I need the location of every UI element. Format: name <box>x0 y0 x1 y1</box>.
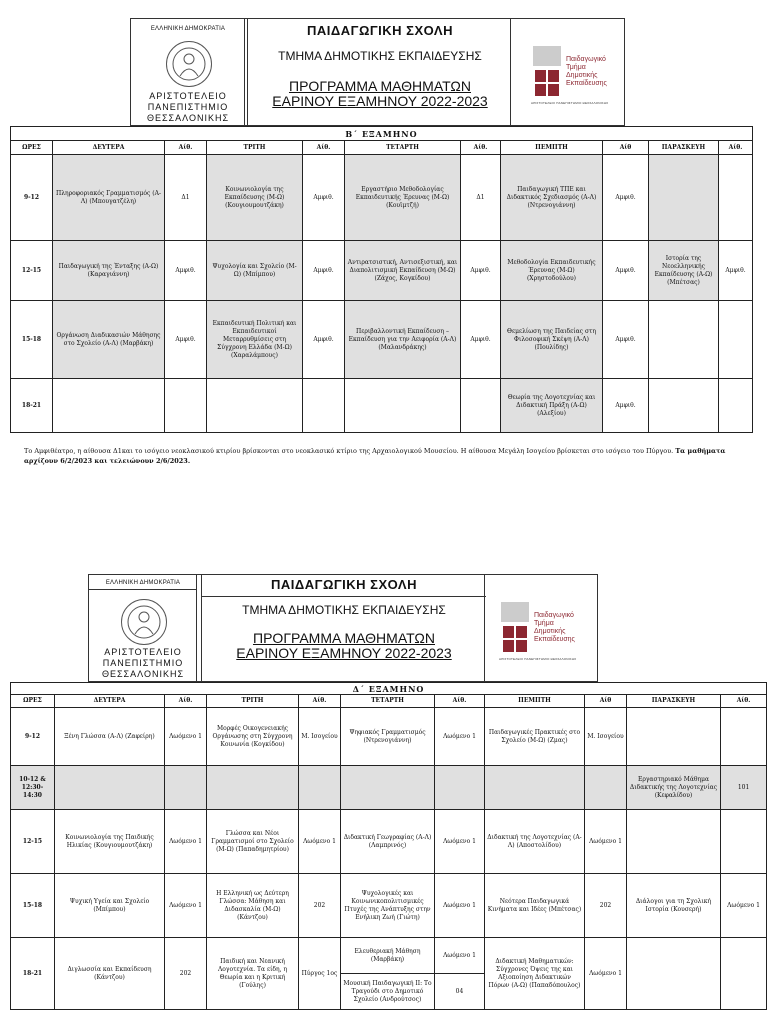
room-cell: Αμφιθ. <box>165 241 207 301</box>
course-cell: Εκπαιδευτική Πολιτική και Εκπαιδευτικοί Μεταρρυθμίσεις στη Σύγχρονη Ελλάδα (Μ-Ω) (Χαραλάμπους) <box>207 301 303 379</box>
table-row <box>11 155 753 241</box>
logo-line-2: Τμήμα <box>566 64 586 71</box>
course-cell: Ψυχική Υγεία και Σχολείο (Μπίμπου) <box>55 874 165 938</box>
course-cell: Θεμελίωση της Παιδείας στη Φιλοσοφική Σκέψη (Α-Λ) (Πουλίδης) <box>501 301 603 379</box>
col-wednesday: ΤΕΤΑΡΤΗ <box>341 695 435 708</box>
course-cell: Ψυχολογικές και Κοινωνικοπολιτισμικές Πτυχές της Ανάπτυξης στην Ενήλικη Ζωή (Γιώτη) <box>341 874 435 938</box>
table-row <box>11 766 767 810</box>
col-room: Αίθ. <box>721 695 767 708</box>
room-cell: Αμφιθ. <box>719 241 753 301</box>
course-cell: Διδακτική Μαθηματικών: Σύγχρονες Όψεις της και Αξιοποίηση Διδακτικών Πόρων (Α-Ω) (Παπαδόπουλος) <box>485 938 585 1010</box>
col-room: Αίθ. <box>435 695 485 708</box>
table-row <box>11 301 753 379</box>
program-title <box>202 631 486 662</box>
room-cell: Λωόμενο 1 <box>721 874 767 938</box>
semester-d-title: Δ΄ ΕΞΑΜΗΝΟ <box>11 683 767 695</box>
course-cell: Παιδαγωγικές Πρακτικές στο Σχολείο (Μ-Ω) (Ζμας) <box>485 708 585 766</box>
room-cell: Δ1 <box>461 155 501 241</box>
room-cell: Λωόμενο 1 <box>435 810 485 874</box>
room-cell: 101 <box>721 766 767 810</box>
schedule-table-semester-b <box>10 126 753 433</box>
course-cell <box>341 766 435 810</box>
room-cell <box>435 766 485 810</box>
course-cell: Ψυχολογία και Σχολείο (Μ-Ω) (Μπίμπου) <box>207 241 303 301</box>
room-cell <box>721 938 767 1010</box>
footnote-dates: Τα μαθήματα αρχίζουν 6/2/2023 και τελειώνουν 2/6/2023. <box>24 447 726 465</box>
room-cell: Λωόμενο 1 <box>585 938 627 1010</box>
university-panel <box>131 19 245 127</box>
semester-b-title: Β΄ ΕΞΑΜΗΝΟ <box>11 127 753 141</box>
course-cell: Μεθοδολογία Εκπαιδευτικής Έρευνας (Μ-Ω) (Χρηστοδούλου) <box>501 241 603 301</box>
room-cell: 202 <box>299 874 341 938</box>
program-title <box>248 79 512 110</box>
university-line-1: ΑΡΙΣΤΟΤΕΛΕΙΟ <box>149 91 227 101</box>
room-cell: 202 <box>165 938 207 1010</box>
course-cell <box>207 766 299 810</box>
logo-tagline: ΑΡΙΣΤΟΤΕΛΕΙΟ ΠΑΝΕΠΙΣΤΗΜΙΟ ΘΕΣΣΑΛΟΝΙΚΗΣ <box>499 657 577 661</box>
col-monday: ΔΕΥΤΕΡΑ <box>53 141 165 155</box>
course-cell: Διάλογοι για τη Σχολική Ιστορία (Κουσερή) <box>627 874 721 938</box>
university-name <box>89 647 197 680</box>
school-title: ΠΑΙΔΑΓΩΓΙΚΗ ΣΧΟΛΗ <box>202 577 486 597</box>
course-cell <box>55 766 165 810</box>
department-logo-icon <box>499 600 531 656</box>
room-cell: Αμφιθ. <box>461 301 501 379</box>
room-cell: Λωόμενο 1 <box>165 708 207 766</box>
course-cell: Ξένη Γλώσσα (Α-Λ) (Ζαφείρη) <box>55 708 165 766</box>
col-room: Αίθ. <box>165 695 207 708</box>
room-cell: Πύργος 1ος <box>299 938 341 1010</box>
university-line-3: ΘΕΣΣΑΛΟΝΙΚΗΣ <box>101 669 185 679</box>
course-cell: Γλώσσα και Νέοι Γραμματισμοί στο Σχολείο (Μ-Ω) (Παπαδημητρίου) <box>207 810 299 874</box>
room-cell <box>721 708 767 766</box>
course-cell: Νεότερα Παιδαγωγικά Κινήματα και Ιδέες (Μπέτσας) <box>485 874 585 938</box>
col-friday: ΠΑΡΑΣΚΕΥΗ <box>627 695 721 708</box>
course-cell <box>627 810 721 874</box>
room-cell: Λωόμενο 1 <box>299 810 341 874</box>
course-cell: Διδακτική της Λογοτεχνίας (Α-Λ) (Αποστολίδου) <box>485 810 585 874</box>
logo-line-1: Παιδαγωγικό <box>534 612 574 619</box>
room-cell <box>721 810 767 874</box>
room-cell: 202 <box>585 874 627 938</box>
room-cell <box>719 155 753 241</box>
department-title: ΤΜΗΜΑ ΔΗΜΟΤΙΚΗΣ ΕΚΠΑΙΔΕΥΣΗΣ <box>278 49 482 63</box>
semester-b-footnote <box>24 446 748 466</box>
col-room: Αίθ. <box>299 695 341 708</box>
course-cell <box>485 766 585 810</box>
col-room: Αίθ. <box>719 141 753 155</box>
room-cell: Λωόμενο 1 <box>165 810 207 874</box>
department-logo <box>531 37 626 107</box>
department-logo <box>499 593 595 663</box>
course-cell: Μουσική Παιδαγωγική ΙΙ: Το Τραγούδι στο Δημοτικό Σχολείο (Ανδρούτσος) <box>341 974 435 1010</box>
university-line-3: ΘΕΣΣΑΛΟΝΙΚΗΣ <box>146 113 230 123</box>
course-cell: Αντιρατσιστική, Αντισεξιστική, και Διαπολιτισμική Εκπαίδευση (Μ-Ω) (Ζάχος, Κογκίδου) <box>345 241 461 301</box>
room-cell: Αμφιθ. <box>303 241 345 301</box>
room-cell <box>719 301 753 379</box>
room-cell: Λωόμενο 1 <box>435 874 485 938</box>
hour-cell: 18-21 <box>11 938 55 1010</box>
course-cell <box>627 938 721 1010</box>
room-cell: Λωόμενο 1 <box>585 810 627 874</box>
university-line-2: ΠΑΝΕΠΙΣΤΗΜΙΟ <box>147 102 229 112</box>
room-cell: Λωόμενο 1 <box>435 708 485 766</box>
course-cell <box>649 379 719 433</box>
col-room: Αίθ. <box>165 141 207 155</box>
room-cell: Αμφιθ. <box>603 379 649 433</box>
university-seal-icon <box>121 599 167 645</box>
col-room: Αίθ. <box>303 141 345 155</box>
col-friday: ΠΑΡΑΣΚΕΥΗ <box>649 141 719 155</box>
course-cell <box>649 155 719 241</box>
room-cell <box>303 379 345 433</box>
program-title-line-2: ΕΑΡΙΝΟΥ ΕΞΑΜΗΝΟΥ 2022-2023 <box>236 645 452 662</box>
ministry-label: ΕΛΛΗΝΙΚΗ ΔΗΜΟΚΡΑΤΙΑ <box>150 26 226 32</box>
room-cell: Μ. Ισογείου <box>585 708 627 766</box>
table-row <box>11 874 767 938</box>
course-cell: Πληροφοριακός Γραμματισμός (Α-Λ) (Μπουγατζέλη) <box>53 155 165 241</box>
room-cell: Λωόμενο 1 <box>435 938 485 974</box>
hour-cell: 15-18 <box>11 301 53 379</box>
course-cell: Εργαστηριακό Μάθημα Διδακτικής της Λογοτεχνίας (Κεφαλίδου) <box>627 766 721 810</box>
university-name <box>131 91 245 124</box>
col-hours: ΩΡΕΣ <box>11 141 53 155</box>
col-tuesday: ΤΡΙΤΗ <box>207 695 299 708</box>
course-cell <box>207 379 303 433</box>
course-cell: Περιβαλλοντική Εκπαίδευση – Εκπαίδευση για την Αειφορία (Α-Λ) (Μαλανδράκης) <box>345 301 461 379</box>
course-cell: Κοινωνιολογία της Παιδικής Ηλικίας (Κουγιουμουτζάκη) <box>55 810 165 874</box>
room-cell <box>719 379 753 433</box>
title-panel <box>201 575 485 683</box>
university-line-2: ΠΑΝΕΠΙΣΤΗΜΙΟ <box>102 658 184 668</box>
course-cell: Μορφές Οικογενειακής Οργάνωσης στη Σύγχρονη Κοινωνία (Κογκίδου) <box>207 708 299 766</box>
room-cell: Μ. Ισογείου <box>299 708 341 766</box>
department-title: ΤΜΗΜΑ ΔΗΜΟΤΙΚΗΣ ΕΚΠΑΙΔΕΥΣΗΣ <box>242 603 446 617</box>
logo-tagline: ΑΡΙΣΤΟΤΕΛΕΙΟ ΠΑΝΕΠΙΣΤΗΜΙΟ ΘΕΣΣΑΛΟΝΙΚΗΣ <box>531 101 609 105</box>
logo-line-3: Δημοτικής <box>566 72 598 79</box>
title-panel <box>247 19 511 127</box>
program-title-line-1: ΠΡΟΓΡΑΜΜΑ ΜΑΘΗΜΑΤΩΝ <box>288 78 471 94</box>
col-thursday: ΠΕΜΠΤΗ <box>485 695 585 708</box>
room-cell: Αμφιθ. <box>603 241 649 301</box>
room-cell: Δ1 <box>165 155 207 241</box>
table-row <box>11 938 767 974</box>
course-cell: Διδακτική Γεωγραφίας (Α-Λ) (Λαμπρινός) <box>341 810 435 874</box>
table-row <box>11 379 753 433</box>
course-cell <box>53 379 165 433</box>
room-cell: 04 <box>435 974 485 1010</box>
course-cell: Παιδαγωγική ΤΠΕ και Διδακτικός Σχεδιασμός (Α-Λ) (Ντρενογιάννη) <box>501 155 603 241</box>
course-cell <box>345 379 461 433</box>
course-cell <box>649 301 719 379</box>
hour-cell: 12-15 <box>11 241 53 301</box>
logo-line-2: Τμήμα <box>534 620 554 627</box>
col-wednesday: ΤΕΤΑΡΤΗ <box>345 141 461 155</box>
course-cell: Παιδαγωγική της Ένταξης (Α-Ω) (Καραγιάννη) <box>53 241 165 301</box>
room-cell: Αμφιθ. <box>303 301 345 379</box>
logo-line-3: Δημοτικής <box>534 628 566 635</box>
course-cell: Ελευθεριακή Μάθηση (Μαρβάκη) <box>341 938 435 974</box>
course-cell: Εργαστήριο Μεθοδολογίας Εκπαιδευτικής Έρευνας (Μ-Ω) (Κουϊμτζή) <box>345 155 461 241</box>
room-cell: Αμφιθ. <box>461 241 501 301</box>
course-cell <box>627 708 721 766</box>
logo-line-4: Εκπαίδευσης <box>534 636 575 643</box>
course-cell: Οργάνωση Διαδικασιών Μάθησης στο Σχολείο (Α-Λ) (Μαρβάκη) <box>53 301 165 379</box>
col-thursday: ΠΕΜΠΤΗ <box>501 141 603 155</box>
room-cell: Αμφιθ. <box>603 301 649 379</box>
room-cell <box>165 379 207 433</box>
department-logo-icon <box>531 44 563 100</box>
footnote-text: Το Αμφιθέατρο, η αίθουσα Δ1και το ισόγειο νεοκλασικού κτιρίου βρίσκονται στο νεοκλασικό κτίριο της Αρχαιολογικού Μουσείου. Η αίθουσα Μεγάλη Ισογείου βρίσκεται στο ισόγειο του Πύργου. <box>24 447 674 455</box>
col-room: Αίθ <box>585 695 627 708</box>
room-cell: Αμφιθ. <box>165 301 207 379</box>
university-panel <box>89 575 197 683</box>
room-cell <box>299 766 341 810</box>
table-row <box>11 810 767 874</box>
table-row <box>11 708 767 766</box>
col-hours: ΩΡΕΣ <box>11 695 55 708</box>
hour-cell: 10-12 & 12:30-14:30 <box>11 766 55 810</box>
room-cell: Λωόμενο 1 <box>165 874 207 938</box>
room-cell <box>461 379 501 433</box>
col-room: Αίθ <box>603 141 649 155</box>
col-monday: ΔΕΥΤΕΡΑ <box>55 695 165 708</box>
course-cell: Η Ελληνική ως Δεύτερη Γλώσσα: Μάθηση και Διδασκαλία (Μ-Ω) (Κάντζου) <box>207 874 299 938</box>
hour-cell: 18-21 <box>11 379 53 433</box>
logo-line-4: Εκπαίδευσης <box>566 80 607 87</box>
program-title-line-2: ΕΑΡΙΝΟΥ ΕΞΑΜΗΝΟΥ 2022-2023 <box>272 93 488 110</box>
hour-cell: 9-12 <box>11 708 55 766</box>
course-cell: Διγλωσσία και Εκπαίδευση (Κάντζου) <box>55 938 165 1010</box>
room-cell <box>165 766 207 810</box>
course-cell: Θεωρία της Λογοτεχνίας και Διδακτική Πράξη (Α-Ω) (Αλεξίου) <box>501 379 603 433</box>
university-line-1: ΑΡΙΣΤΟΤΕΛΕΙΟ <box>104 647 182 657</box>
schedule-table-semester-d <box>10 682 767 1010</box>
room-cell <box>585 766 627 810</box>
school-title: ΠΑΙΔΑΓΩΓΙΚΗ ΣΧΟΛΗ <box>307 23 453 38</box>
room-cell: Αμφιθ. <box>603 155 649 241</box>
course-cell: Ψηφιακός Γραμματισμός (Ντρενογιάννη) <box>341 708 435 766</box>
hour-cell: 9-12 <box>11 155 53 241</box>
logo-line-1: Παιδαγωγικό <box>566 56 606 63</box>
col-room: Αίθ. <box>461 141 501 155</box>
university-seal-icon <box>166 41 212 87</box>
header-block-2 <box>88 574 598 682</box>
course-cell: Κοινωνιολογία της Εκπαίδευσης (Μ-Ω) (Κουγιουμουτζάκη) <box>207 155 303 241</box>
col-tuesday: ΤΡΙΤΗ <box>207 141 303 155</box>
course-cell: Ιστορία της Νεοελληνικής Εκπαίδευσης (Α-Ω) (Μπέτσας) <box>649 241 719 301</box>
program-title-line-1: ΠΡΟΓΡΑΜΜΑ ΜΑΘΗΜΑΤΩΝ <box>252 630 435 646</box>
ministry-label: ΕΛΛΗΝΙΚΗ ΔΗΜΟΚΡΑΤΙΑ <box>89 580 197 590</box>
header-block-1 <box>130 18 625 126</box>
course-cell: Παιδική και Νεανική Λογοτεχνία. Τα είδη, η Θεωρία και η Κριτική (Γούλης) <box>207 938 299 1010</box>
hour-cell: 12-15 <box>11 810 55 874</box>
room-cell: Αμφιθ. <box>303 155 345 241</box>
table-row <box>11 241 753 301</box>
hour-cell: 15-18 <box>11 874 55 938</box>
